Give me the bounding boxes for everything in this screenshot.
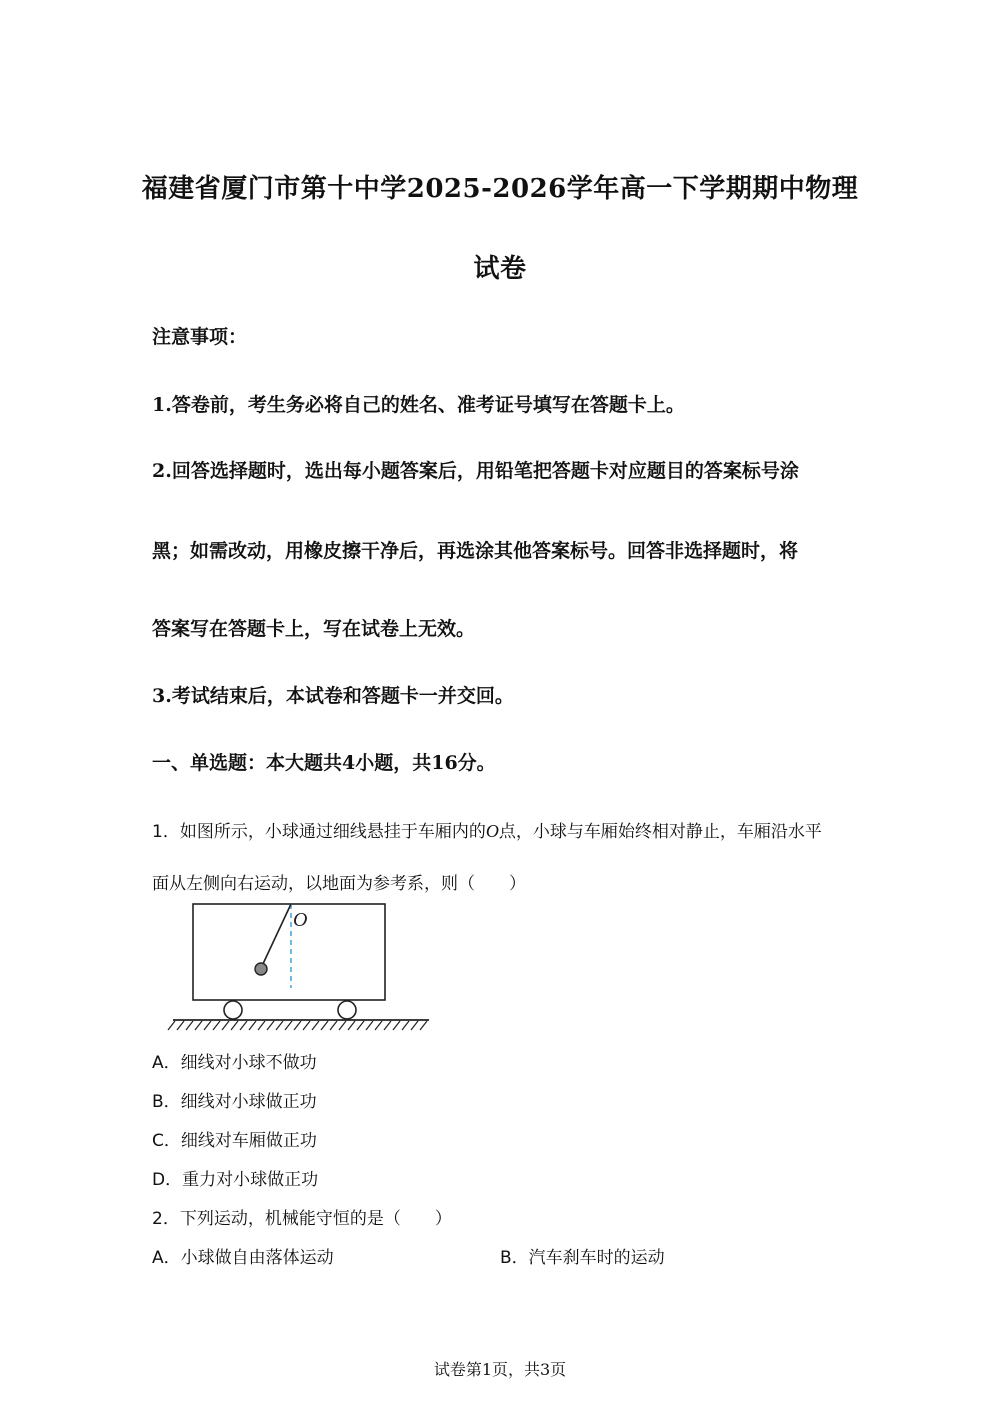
question-1-prefix: 1．如图所示，小球通过细线悬挂于车厢内的 [152, 822, 486, 842]
point-o-figure-label: O [293, 909, 308, 931]
question-1-option-d: D．重力对小球做正功 [152, 1170, 319, 1190]
note-item-1: 1.答卷前，考生务必将自己的姓名、准考证号填写在答题卡上。 [152, 394, 685, 416]
question-1-line1 [152, 817, 822, 842]
question-1-option-a: A．细线对小球不做功 [152, 1053, 317, 1073]
exam-title-line2: 试卷 [473, 254, 527, 284]
note-item-2-line3: 答案写在答题卡上，写在试卷上无效。 [152, 618, 476, 640]
question-1-line2: 面从左侧向右运动，以地面为参考系，则（ ） [152, 874, 526, 894]
exam-title-line1: 福建省厦门市第十中学2025-2026学年高一下学期期中物理 [141, 174, 859, 204]
question-1-suffix: 点，小球与车厢始终相对静止，车厢沿水平 [498, 822, 822, 842]
question-1-option-c: C．细线对车厢做正功 [152, 1131, 317, 1151]
note-item-3: 3.考试结束后，本试卷和答题卡一并交回。 [152, 685, 514, 707]
section-1-heading: 一、单选题：本大题共4小题，共16分。 [152, 752, 496, 774]
ball [255, 963, 267, 975]
car-body [193, 904, 385, 1000]
page-footer: 试卷第1页，共3页 [433, 1360, 567, 1379]
ground-hatching [168, 1021, 427, 1030]
train-car-figure [165, 900, 435, 1032]
question-2-option-b: B．汽车刹车时的运动 [500, 1248, 665, 1268]
question-2-stem: 2．下列运动，机械能守恒的是（ ） [152, 1209, 452, 1229]
note-item-2-line2: 黑；如需改动，用橡皮擦干净后，再选涂其他答案标号。回答非选择题时，将 [152, 540, 799, 562]
question-1-option-b: B．细线对小球做正功 [152, 1092, 317, 1112]
string [262, 904, 291, 966]
note-item-2-line1: 2.回答选择题时，选出每小题答案后，用铅笔把答题卡对应题目的答案标号涂 [152, 460, 799, 482]
point-o-label: O [485, 821, 499, 841]
wheel-left [224, 1001, 242, 1019]
question-2-option-a: A．小球做自由落体运动 [152, 1248, 334, 1268]
notes-heading: 注意事项： [152, 326, 248, 348]
wheel-right [338, 1001, 356, 1019]
